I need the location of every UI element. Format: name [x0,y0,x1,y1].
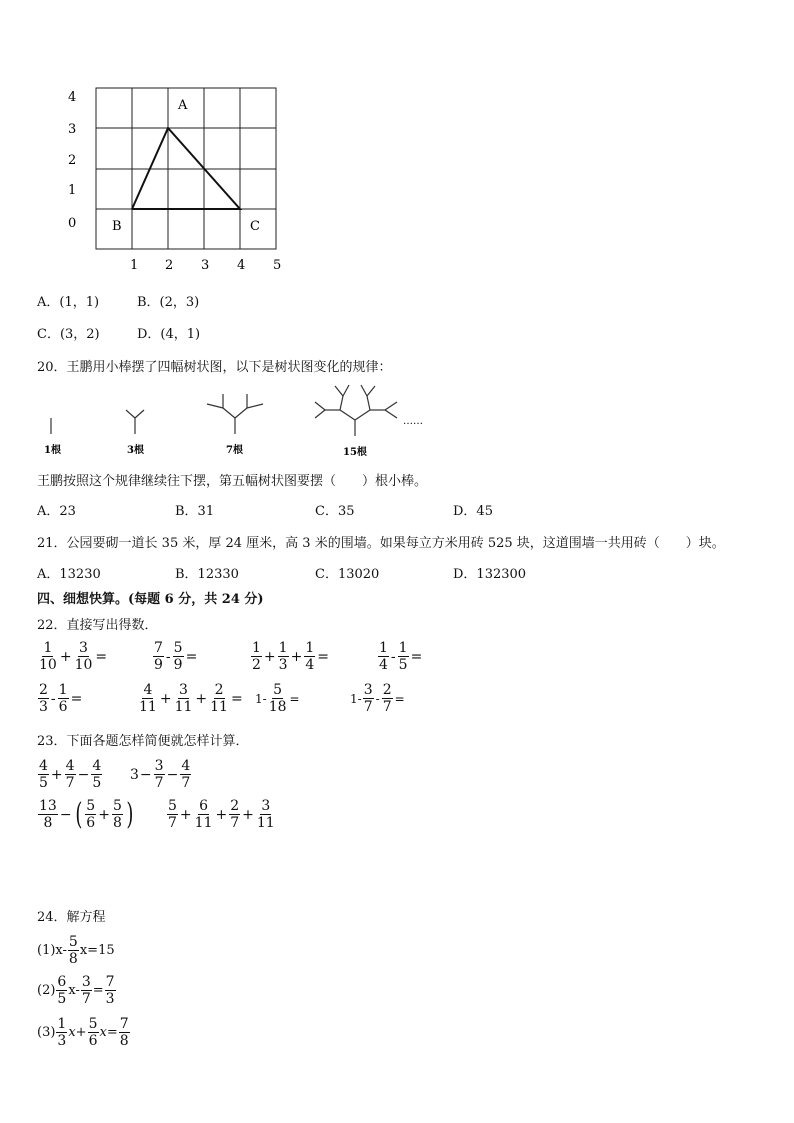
fraction: $\frac{4}{11}$ [139,682,157,715]
x-label-4: 4 [237,258,246,273]
q24-equation-2: (2) $\frac{6}{5}$ x- $\frac{3}{7}$ = $\frac{7}{3}$ [37,974,115,1007]
fraction: $\frac{3}{11}$ [256,798,275,831]
tree-ellipsis: …… [403,416,423,427]
fraction: $\frac{3}{11}$ [174,682,193,715]
fraction: $\frac{7}{8}$ [119,1016,129,1049]
x-label-2: 2 [165,258,174,273]
q21-option-a: A．13230 [37,567,101,582]
q21-option-b: B．12330 [175,567,239,582]
q21-option-c: C．13020 [315,567,380,582]
q23-expr-2: 3 − $\frac{3}{7}$ − $\frac{4}{7}$ [130,758,191,791]
fraction: $\frac{6}{5}$ [57,974,67,1007]
fraction: $\frac{1}{10}$ [39,640,57,673]
q23-expr-3: $\frac{13}{8}$ − ( $\frac{5}{6}$ + $\frac{5}{8}$ ) [39,796,134,832]
fraction: $\frac{7}{3}$ [105,974,115,1007]
x-label-5: 5 [273,258,282,273]
fraction: $\frac{4}{5}$ [92,758,102,791]
y-label-2: 2 [68,153,77,168]
fraction: $\frac{3}{7}$ [81,974,91,1007]
y-label-1: 1 [68,183,77,198]
point-label-b: B [112,219,122,234]
fraction: $\frac{1}{3}$ [278,640,288,673]
fraction: $\frac{2}{3}$ [39,682,48,715]
q22-expr-2: $\frac{7}{9}$ - $\frac{5}{9}$ = [154,640,198,673]
fraction: $\frac{2}{7}$ [230,798,240,831]
fraction: $\frac{1}{4}$ [379,640,388,673]
fraction: $\frac{5}{18}$ [268,682,287,715]
tree-label-3: 7根 [226,445,243,456]
q22-expr-3: $\frac{1}{2}$ + $\frac{1}{3}$ + $\frac{1}{4}$ = [252,640,329,673]
y-label-0: 0 [68,216,77,231]
q24-equation-1: (1)x- $\frac{5}{8}$ x=15 [37,934,115,967]
x-label-3: 3 [201,258,210,273]
q22-expr-7: 1- $\frac{5}{18}$ = [255,682,300,715]
q22-stem: 22．直接写出得数． [37,618,158,633]
fraction: $\frac{1}{5}$ [398,640,408,673]
fraction: $\frac{5}{6}$ [88,1016,98,1049]
q22-expr-1: $\frac{1}{10}$ + $\frac{3}{10}$ = [39,640,108,673]
q20-option-b: B．31 [175,504,215,519]
point-label-a: A [178,98,188,113]
q20-stem: 20．王鹏用小棒摆了四幅树状图，以下是树状图变化的规律： [37,360,392,375]
fraction: $\frac{3}{10}$ [74,640,93,673]
fraction: $\frac{2}{7}$ [382,682,392,715]
q20-question: 王鹏按照这个规律继续往下摆，第五幅树状图要摆（ ）根小棒。 [37,474,428,489]
q21-stem: 21．公园要砌一道长 35 米，厚 24 厘米，高 3 米的围墙。如果每立方米用砖 525 块，这道围墙一共用砖（ ）块。 [37,536,725,551]
y-label-4: 4 [68,90,77,105]
y-label-3: 3 [68,122,77,137]
tree-diagram-figure [35,380,445,460]
q21-option-d: D．132300 [453,567,527,582]
q24-equation-3: (3) $\frac{1}{3}$ x+ $\frac{5}{6}$ x= $\frac{7}{8}$ [37,1016,129,1049]
q22-expr-5: $\frac{2}{3}$ - $\frac{1}{6}$ = [39,682,83,715]
q24-stem: 24．解方程 [37,910,106,925]
q22-expr-8: 1- $\frac{3}{7}$ - $\frac{2}{7}$ = [350,682,405,715]
fraction: $\frac{4}{5}$ [39,758,48,791]
fraction: $\frac{1}{3}$ [57,1016,67,1049]
q20-option-d: D．45 [453,504,493,519]
q20-option-c: C．35 [315,504,355,519]
q20-option-a: A．23 [37,504,76,519]
q23-expr-1: $\frac{4}{5}$ + $\frac{4}{7}$ − $\frac{4}{5}$ [39,758,102,791]
tree-label-2: 3根 [127,445,144,456]
section-4-heading: 四、细想快算。(每题 6 分，共 24 分) [37,592,264,607]
coordinate-grid-figure [60,82,290,277]
fraction: $\frac{1}{2}$ [252,640,261,673]
q22-expr-4: $\frac{1}{4}$ - $\frac{1}{5}$ = [379,640,423,673]
q19-option-a: A．(1，1) [37,295,100,310]
q19-option-d: D．(4，1) [137,327,201,342]
fraction: $\frac{3}{7}$ [154,758,164,791]
x-label-1: 1 [130,258,139,273]
tree-label-1: 1根 [44,445,61,456]
q19-option-b: B．(2，3) [137,295,200,310]
q23-expr-4: $\frac{5}{7}$ + $\frac{6}{11}$ + $\frac{2}{7}$ + $\frac{3}{11}$ [168,798,275,831]
fraction: $\frac{5}{7}$ [168,798,177,831]
fraction: $\frac{5}{8}$ [112,798,122,831]
fraction: $\frac{13}{8}$ [39,798,57,831]
fraction: $\frac{5}{8}$ [68,934,78,967]
fraction: $\frac{4}{7}$ [181,758,191,791]
q19-option-c: C．(3，2) [37,327,100,342]
q22-expr-6: $\frac{4}{11}$ + $\frac{3}{11}$ + $\frac{2}{11}$ = [139,682,243,715]
tree-label-4: 15根 [343,447,367,458]
fraction: $\frac{5}{6}$ [86,798,96,831]
q23-stem: 23．下面各题怎样简便就怎样计算． [37,734,249,749]
fraction: $\frac{1}{4}$ [305,640,315,673]
point-label-c: C [250,219,260,234]
fraction: $\frac{3}{7}$ [363,682,373,715]
fraction: $\frac{4}{7}$ [65,758,75,791]
fraction: $\frac{2}{11}$ [210,682,228,715]
fraction: $\frac{6}{11}$ [194,798,213,831]
fraction: $\frac{1}{6}$ [58,682,68,715]
fraction: $\frac{7}{9}$ [154,640,163,673]
fraction: $\frac{5}{9}$ [173,640,183,673]
